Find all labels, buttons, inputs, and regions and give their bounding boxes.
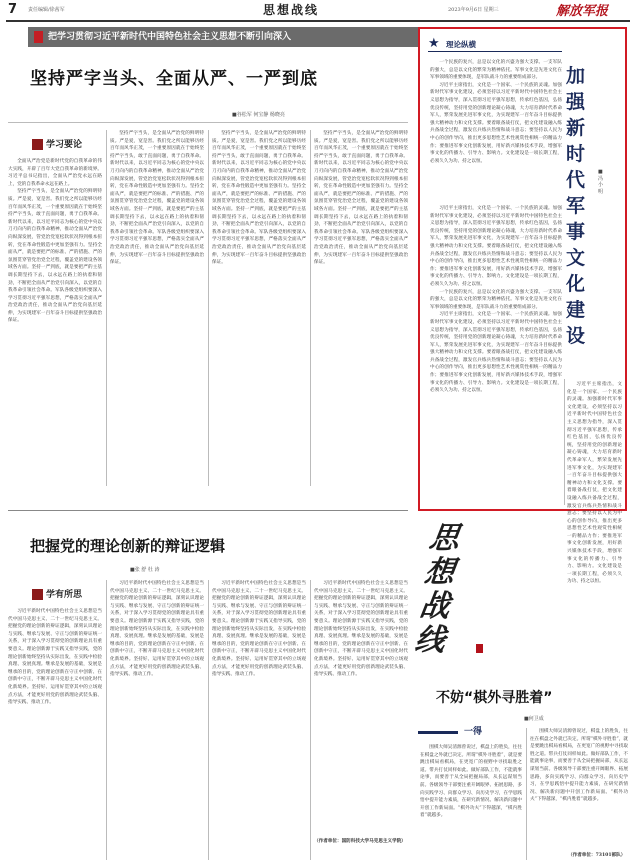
col-divider xyxy=(310,130,311,486)
article1-title: 坚持严字当头、全面从严、一严到底 xyxy=(30,69,318,89)
column-rule xyxy=(428,51,562,52)
article1-body-3: 坚持严字当头，是全面从严治党的鲜明特质。严是爱，宽是害。我们党之所以能够历经百年而风华正茂，一个重要原因就在于始终坚持严字当头，敢于直面问题，勇于自我革命。新时代以来，以习近平同志为核心的党中央以刀刃向内的自我革命精神，推动全面从严治党向纵深发展，管党治党宽松软状况得到根本扭转，党在革命性锻造中更加坚强有力。坚持全面从严，就是要把严的标准、严的措施、严的氛围贯穿管党治党全过程，覆盖党的建设各领域各方面。坚持一严到底，就是要把严的主基调长期坚持下去，以永远在路上的执着和韧劲，不断把全面从严治党引向深入，以党的自我革命引领社会革命。军队各级党组织要深入学习贯彻习近平强军思想，严格落实全面从严治党政治责任，推动全面从严治党向基层延伸，为实现建军一百年奋斗目标提供坚强政治保证。 xyxy=(212,131,306,266)
article2-byline: ■张 舒 杜 涛 xyxy=(130,567,160,573)
section-marker xyxy=(32,589,43,600)
article1-col4 xyxy=(314,130,408,486)
article2-section-label xyxy=(32,588,82,602)
section-label-text: 学习要论 xyxy=(46,140,83,150)
article2-col3 xyxy=(212,580,306,860)
article2-col4 xyxy=(314,580,408,836)
calligraphy-text: 思想战线 xyxy=(412,521,462,658)
article4-body-1: 围棋大师吴清源曾说过，棋盘上的胜负，往往在棋盘之外就已决定。所谓“棋外寻胜着”，就是要跳出棋局看棋局，在更宽广的视野中寻找取胜之道。带兵打仗同样如此。做好部队工作，不能就事论事，而要善于从全局把握局部，从长远谋划当前。各级领导干部要注重开阔眼界、拓展思路，多向实践学习、向群众学习、向历史学习，在学思践悟中提升能力素质，在研究新情况、解决新问题中开创工作新局面。“棋外功夫”下得越深，“棋内胜着”就越多。 xyxy=(420,745,522,819)
article1-byline: ■谷松军 何宝静 杨晓亮 xyxy=(232,112,285,118)
calligraphy-seal xyxy=(476,644,483,653)
article1-col2 xyxy=(110,130,204,486)
masthead xyxy=(0,0,636,20)
col-divider xyxy=(208,130,209,486)
article2-body-2: 习近平新时代中国特色社会主义思想是当代中国马克思主义、二十一世纪马克思主义。把握党的理论创新的辩证逻辑，深刻认识理论与实践、继承与发展、守正与创新的辩证统一关系，对于深入学习贯彻党的创新理论具有重要意义。理论创新源于实践又指导实践，党的理论创新始终坚持从实际出发，在实践中检验真理、发展真理。继承是发展的基础，发展是继承的目的，党的理论创新在守正中创新、在创新中守正，不断开辟马克思主义中国化时代化新境界。坚持好、运用好贯穿其中的立场观点方法，才能更好用党的创新理论武装头脑、指导实践、推动工作。 xyxy=(110,581,204,678)
article1-section-label xyxy=(32,138,82,152)
col-divider xyxy=(106,580,107,860)
section-title: 思想战线 xyxy=(263,3,320,17)
article4-title: 不妨“棋外寻胜着” xyxy=(436,690,553,706)
article3-body-1: 习近平主席指出，文化是一个国家、一个民族的灵魂。加强新时代军事文化建设，必须坚持以习近平新时代中国特色社会主义思想为指导，深入贯彻习近平强军思想，传承红色基因，弘扬优良传统，坚持用党的创新理论凝心铸魂，大力培育新时代革命军人，繁荣发展先进军事文化，为实现建军一百年奋斗目标提供强大精神动力和文化支撑。要着眼备战打仗，把文化建设融入练兵备战全过程，激发官兵练兵热情和战斗意志；要坚持以人民为中心的创作导向，推出更多思想性艺术性观赏性相统一的精品力作；要推进军事文化创新发展，用好新兴媒体技术手段，增强军事文化的传播力、引导力、影响力。文化建设是一项长期工程，必须久久为功、持之以恒。 xyxy=(430,206,562,287)
section-marker xyxy=(32,139,43,150)
column-tag-text: 一得 xyxy=(464,727,483,737)
col-divider xyxy=(564,379,565,505)
article2-body-3: 习近平新时代中国特色社会主义思想是当代中国马克思主义、二十一世纪马克思主义。把握党的理论创新的辩证逻辑，深刻认识理论与实践、继承与发展、守正与创新的辩证统一关系，对于深入学习贯彻党的创新理论具有重要意义。理论创新源于实践又指导实践，党的理论创新始终坚持从实际出发，在实践中检验真理、发展真理。继承是发展的基础，发展是继承的目的，党的理论创新在守正中创新、在创新中守正，不断开辟马克思主义中国化时代化新境界。坚持好、运用好贯穿其中的立场观点方法，才能更好用党的创新理论武装头脑、指导实践、推动工作。 xyxy=(212,581,306,678)
article3-lead xyxy=(430,59,562,201)
calligraphy-art xyxy=(414,520,524,662)
col-divider xyxy=(208,580,209,860)
article1-col1 xyxy=(8,158,102,488)
article1-body-4: 坚持严字当头，是全面从严治党的鲜明特质。严是爱，宽是害。我们党之所以能够历经百年而风华正茂，一个重要原因就在于始终坚持严字当头，敢于直面问题，勇于自我革命。新时代以来，以习近平同志为核心的党中央以刀刃向内的自我革命精神，推动全面从严治党向纵深发展，管党治党宽松软状况得到根本扭转，党在革命性锻造中更加坚强有力。坚持全面从严，就是要把严的标准、严的措施、严的氛围贯穿管党治党全过程，覆盖党的建设各领域各方面。坚持一严到底，就是要把严的主基调长期坚持下去，以永远在路上的执着和韧劲，不断把全面从严治党引向深入，以党的自我革命引领社会革命。军队各级党组织要深入学习贯彻习近平强军思想，严格落实全面从严治党政治责任，推动全面从严治党向基层延伸，为实现建军一百年奋斗目标提供坚强政治保证。 xyxy=(314,131,408,266)
column-name: 理论纵横 xyxy=(446,40,476,49)
article1-body-2: 坚持严字当头，是全面从严治党的鲜明特质。严是爱，宽是害。我们党之所以能够历经百年而风华正茂，一个重要原因就在于始终坚持严字当头，敢于直面问题，勇于自我革命。新时代以来，以习近平同志为核心的党中央以刀刃向内的自我革命精神，推动全面从严治党向纵深发展，管党治党宽松软状况得到根本扭转，党在革命性锻造中更加坚强有力。坚持全面从严，就是要把严的标准、严的措施、严的氛围贯穿管党治党全过程，覆盖党的建设各领域各方面。坚持一严到底，就是要把严的主基调长期坚持下去，以永远在路上的执着和韧劲，不断把全面从严治党引向深入，以党的自我革命引领社会革命。军队各级党组织要深入学习贯彻习近平强军思想，严格落实全面从严治党政治责任，推动全面从严治党向基层延伸，为实现建军一百年奋斗目标提供坚强政治保证。 xyxy=(110,131,204,266)
article1-col3 xyxy=(212,130,306,486)
section-label-text: 学有所思 xyxy=(46,590,83,600)
article2-col1 xyxy=(8,608,102,858)
page-number: 7 xyxy=(8,2,18,17)
paper-logo: 解放军报 xyxy=(556,4,609,19)
masthead-rule xyxy=(6,20,630,22)
article3-lead-text: 一个民族的复兴，总是以文化的兴盛为强大支撑。一支军队的强大，总是以文化的繁荣为精神依托。军事文化是先进文化在军事领域的重要体现，是军队战斗力的重要组成部分。 xyxy=(430,60,562,81)
banner-text: 把学习贯彻习近平新时代中国特色社会主义思想不断引向深入 xyxy=(48,32,292,42)
article4-col2 xyxy=(530,728,628,852)
col-divider xyxy=(526,728,527,860)
topic-banner xyxy=(28,27,420,47)
article4-byline: ■何卫成 xyxy=(524,716,544,722)
article4-col1 xyxy=(420,744,522,860)
banner-mark xyxy=(34,31,43,43)
article1-body-1: 坚持严字当头，是全面从严治党的鲜明特质。严是爱，宽是害。我们党之所以能够历经百年而风华正茂，一个重要原因就在于始终坚持严字当头，敢于直面问题，勇于自我革命。新时代以来，以习近平同志为核心的党中央以刀刃向内的自我革命精神，推动全面从严治党向纵深发展，管党治党宽松软状况得到根本扭转，党在革命性锻造中更加坚强有力。坚持全面从严，就是要把严的标准、严的措施、严的氛围贯穿管党治党全过程，覆盖党的建设各领域各方面。坚持一严到底，就是要把严的主基调长期坚持下去，以永远在路上的执着和韧劲，不断把全面从严治党引向深入，以党的自我革命引领社会革命。军队各级党组织要深入学习贯彻习近平强军思想，严格落实全面从严治党政治责任，推动全面从严治党向基层延伸，为实现建军一百年奋斗目标提供坚强政治保证。 xyxy=(8,189,102,324)
col-divider xyxy=(310,580,311,860)
article2-body-1: 习近平新时代中国特色社会主义思想是当代中国马克思主义、二十一世纪马克思主义。把握党的理论创新的辩证逻辑，深刻认识理论与实践、继承与发展、守正与创新的辩证统一关系，对于深入学习贯彻党的创新理论具有重要意义。理论创新源于实践又指导实践，党的理论创新始终坚持从实际出发，在实践中检验真理、发展真理。继承是发展的基础，发展是继承的目的，党的理论创新在守正中创新、在创新中守正，不断开辟马克思主义中国化时代化新境界。坚持好、运用好贯穿其中的立场观点方法，才能更好用党的创新理论武装头脑、指导实践、推动工作。 xyxy=(8,609,102,706)
article4-body-2: 围棋大师吴清源曾说过，棋盘上的胜负，往往在棋盘之外就已决定。所谓“棋外寻胜着”，就是要跳出棋局看棋局，在更宽广的视野中寻找取胜之道。带兵打仗同样如此。做好部队工作，不能就事论事，而要善于从全局把握局部，从长远谋划当前。各级领导干部要注重开阔眼界、拓展思路，多向实践学习、向群众学习、向历史学习，在学思践悟中提升能力素质，在研究新情况、解决新问题中开创工作新局面。“棋外功夫”下得越深，“棋内胜着”就越多。 xyxy=(530,729,628,803)
article3-title: 加强新时代军事文化建设 xyxy=(566,65,586,347)
article3-byline: ■冯小明 xyxy=(598,169,604,195)
editor-credit: 责任编辑/徐茜军 xyxy=(28,7,65,13)
article3-body-1b: 一个民族的复兴，总是以文化的兴盛为强大支撑。一支军队的强大，总是以文化的繁荣为精神依托。军事文化是先进文化在军事领域的重要体现，是军队战斗力的重要组成部分。 xyxy=(430,289,562,310)
article4-column-tag xyxy=(418,724,528,740)
article3-col1 xyxy=(430,205,562,505)
article2-body-4: 习近平新时代中国特色社会主义思想是当代中国马克思主义、二十一世纪马克思主义。把握党的理论创新的辩证逻辑，深刻认识理论与实践、继承与发展、守正与创新的辩证统一关系，对于深入学习贯彻党的创新理论具有重要意义。理论创新源于实践又指导实践，党的理论创新始终坚持从实际出发，在实践中检验真理、发展真理。继承是发展的基础，发展是继承的目的，党的理论创新在守正中创新、在创新中守正，不断开辟马克思主义中国化时代化新境界。坚持好、运用好贯穿其中的立场观点方法，才能更好用党的创新理论武装头脑、指导实践、推动工作。 xyxy=(314,581,408,678)
article1-rule xyxy=(8,122,408,123)
article3-lead-body: 习近平主席指出，文化是一个国家、一个民族的灵魂。加强新时代军事文化建设，必须坚持以习近平新时代中国特色社会主义思想为指导，深入贯彻习近平强军思想，传承红色基因，弘扬优良传统，坚持用党的创新理论凝心铸魂，大力培育新时代革命军人，繁荣发展先进军事文化，为实现建军一百年奋斗目标提供强大精神动力和文化支撑。要着眼备战打仗，把文化建设融入练兵备战全过程，激发官兵练兵热情和战斗意志；要坚持以人民为中心的创作导向，推出更多思想性艺术性观赏性相统一的精品力作；要推进军事文化创新发展，用好新兴媒体技术手段，增强军事文化的传播力、引导力、影响力。文化建设是一项长期工程，必须久久为功、持之以恒。 xyxy=(430,82,562,164)
article3-body-2: 习近平主席指出，文化是一个国家、一个民族的灵魂。加强新时代军事文化建设，必须坚持以习近平新时代中国特色社会主义思想为指导，深入贯彻习近平强军思想，传承红色基因，弘扬优良传统，坚持用党的创新理论凝心铸魂，大力培育新时代革命军人，繁荣发展先进军事文化，为实现建军一百年奋斗目标提供强大精神动力和文化支撑。要着眼备战打仗，把文化建设融入练兵备战全过程，激发官兵练兵热情和战斗意志；要坚持以人民为中心的创作导向，推出更多思想性艺术性观赏性相统一的精品力作；要推进军事文化创新发展，用好新兴媒体技术手段，增强军事文化的传播力、引导力、影响力。文化建设是一项长期工程，必须久久为功、持之以恒。 xyxy=(567,382,622,585)
article3-col2 xyxy=(567,381,622,585)
article3-body-1c: 习近平主席指出，文化是一个国家、一个民族的灵魂。加强新时代军事文化建设，必须坚持以习近平新时代中国特色社会主义思想为指导，深入贯彻习近平强军思想，传承红色基因，弘扬优良传统，坚持用党的创新理论凝心铸魂，大力培育新时代革命军人，繁荣发展先进军事文化，为实现建军一百年奋斗目标提供强大精神动力和文化支撑。要着眼备战打仗，把文化建设融入练兵备战全过程，激发官兵练兵热情和战斗意志；要坚持以人民为中心的创作导向，推出更多思想性艺术性观赏性相统一的精品力作；要推进军事文化创新发展，用好新兴媒体技术手段，增强军事文化的传播力、引导力、影响力。文化建设是一项长期工程，必须久久为功、持之以恒。 xyxy=(430,312,562,394)
article2-note: （作者单位：国防科技大学马克思主义学院） xyxy=(314,839,406,844)
column-tag-bar xyxy=(418,731,458,734)
article2-col2 xyxy=(110,580,204,860)
article1-lead: 全面从严治党是新时代党的自我革命的伟大实践，开辟了百年大党自我革命的新境界。习近平总书记指出，全面从严治党永远在路上，党的自我革命永远在路上。 xyxy=(8,159,102,187)
article2-title: 把握党的理论创新的辩证逻辑 xyxy=(30,537,226,555)
article4-note: （作者单位：73101部队） xyxy=(568,853,626,858)
issue-date: 2023年9月6日 星期三 xyxy=(448,7,499,13)
featured-article-box xyxy=(418,27,627,585)
col-divider xyxy=(106,130,107,486)
section-rule xyxy=(8,510,408,511)
star-icon: ★ xyxy=(428,36,440,51)
